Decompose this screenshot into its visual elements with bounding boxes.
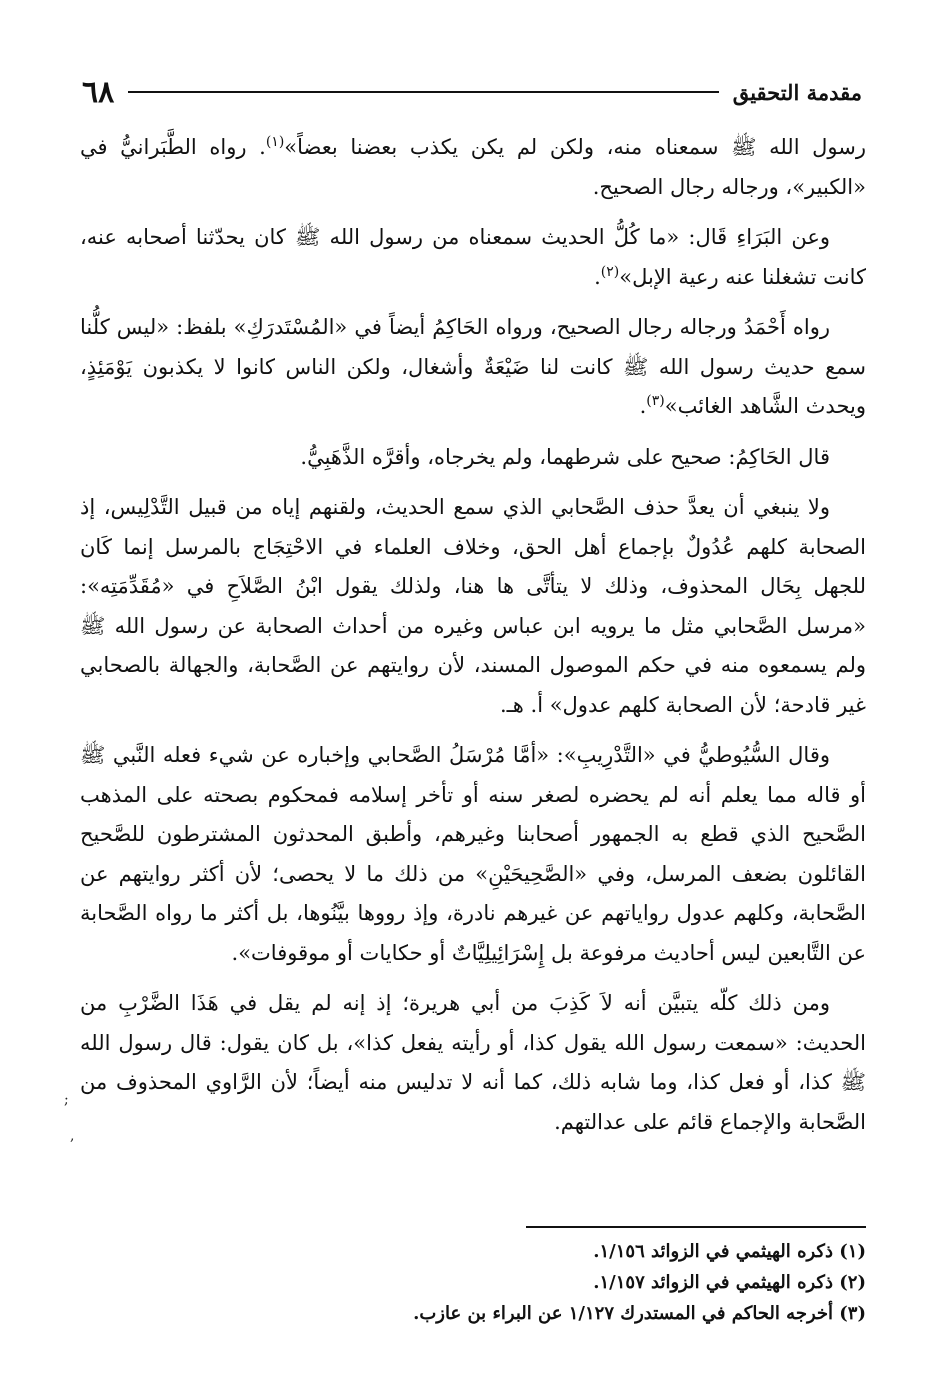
paragraph-2: وعن البَرَاءِ قَال: «ما كُلُّ الحديث سمعناه من رسول الله ﷺ كان يحدّثنا أصحابه عنه، كانت تشغلنا عنه رعية الإبل»$^{(٢)}$. — [80, 225, 866, 289]
paragraph-6: وقال السُّيُوطيُّ في «التَّدْرِيبِ»: «أمَّا مُرْسَلُ الصَّحابي وإخباره عن شيء فعله النَّبي ﷺ أو قاله مما يعلم أنه لم يحضره لصغر سنه أو تأخر إسلامه فمحكوم بصحته على المذهب الصَّحيح الذي قطع به الجمهور أصحابنا وغيرهم، وأطبق المحدثون المشترطون للصَّحيح القائلون بضعف المرسل، وفي «الصَّحِيحَيْنِ» من ذلك ما لا يحصى؛ لأن أكثر روايتهم عن الصَّحابة، وكلهم عدول رواياتهم عن غيرهم نادرة، وإذ رووها بيَّنُوها، بل أكثر ما رواه الصَّحابة عن التَّابعين ليس أحاديث مرفوعة بل إِسْرَائِيلِيَّاتٌ أو حكايات أو موقوفات». — [80, 743, 866, 965]
footnote-ref-2: (٢) — [600, 263, 620, 280]
paragraph-7: ومن ذلك كلّه يتبيَّن أنه لاَ كَذِبَ من أبي هريرة؛ إذ إنه لم يقل في هَذَا الضَّرْبِ من الحديث: «سمعت رسول الله يقول كذا، أو رأيته يفعل كذا»، بل كان يقول: قال رسول الله ﷺ كذا، أو فعل كذا، وما شابه ذلك، كما أنه لا تدليس منه أيضاً؛ لأن الرَّاوي المحذوف من الصَّحابة والإجماع قائم على عدالتهم. — [80, 991, 866, 1134]
footnote-3: (٣) أخرجه الحاكم في المستدرك ١/١٢٧ عن البراء بن عازب. — [413, 1303, 866, 1324]
body-text — [80, 128, 866, 1153]
footnote-rule — [526, 1226, 866, 1228]
footnote-ref-3: (٣) — [646, 393, 665, 409]
paragraph-5: ولا ينبغي أن يعدَّ حذف الصَّحابي الذي سمع الحديث، ولقنهم إياه من قبيل التَّدْلِيس، إذ الصحابة كلهم عُدُولٌ بإجماع أهل الحق، وخلاف العلماء في الاحْتِجَاج بالمرسل إنما كَان للجهل بِحَال المحذوف، وذلك لا يتأتَّى ها هنا، ولذلك يقول ابْنُ الصَّلاَحِ في «مُقَدِّمَتِه»: «مرسل الصَّحابي مثل ما يرويه ابن عباس وغيره من أحداث الصحابة عن رسول الله ﷺ ولم يسمعوه منه في حكم الموصول المسند، لأن روايتهم عن الصَّحابة، والجهالة بالصحابي غير قادحة؛ لأن الصحابة كلهم عدول» أ. هـ. — [80, 495, 866, 717]
paragraph-3: رواه أَحْمَدُ ورجاله رجال الصحيح، ورواه الحَاكِمُ أيضاً في «المُسْتَدرَكِ» بلفظ: «ليس كلُّنا سمع حديث رسول الله ﷺ كانت لنا ضَيْعَةٌ وأشغال، ولكن الناس كانوا لا يكذبون يَوْمَئِذٍ، ويحدث الشَّاهد الغائب»$^{(٣)}$. — [80, 315, 866, 418]
paragraph-4: قال الحَاكِمُ: صحيح على شرطهما، ولم يخرجاه، وأقرَّه الذَّهَبِيُّ. — [300, 444, 830, 469]
paragraph-1: رسول الله ﷺ سمعناه منه، ولكن لم يكن يكذب بعضنا بعضاً»$^{(١)}$. رواه الطَّبَرانيُّ في «الكبير»، ورجاله رجال الصحيح. — [80, 134, 866, 199]
running-header — [82, 72, 862, 112]
header-rule — [128, 91, 718, 93]
page-number: ٦٨ — [82, 74, 115, 110]
footnotes — [80, 1236, 866, 1329]
footnote-ref-1: (١) — [265, 134, 285, 150]
margin-mark: ; — [64, 1092, 69, 1108]
footnote-1: (١) ذكره الهيثمي في الزوائد ١/١٥٦. — [593, 1241, 866, 1262]
footnote-2: (٢) ذكره الهيثمي في الزوائد ١/١٥٧. — [593, 1272, 866, 1293]
margin-mark: , — [70, 1128, 75, 1144]
header-title: مقدمة التحقيق — [732, 79, 862, 105]
